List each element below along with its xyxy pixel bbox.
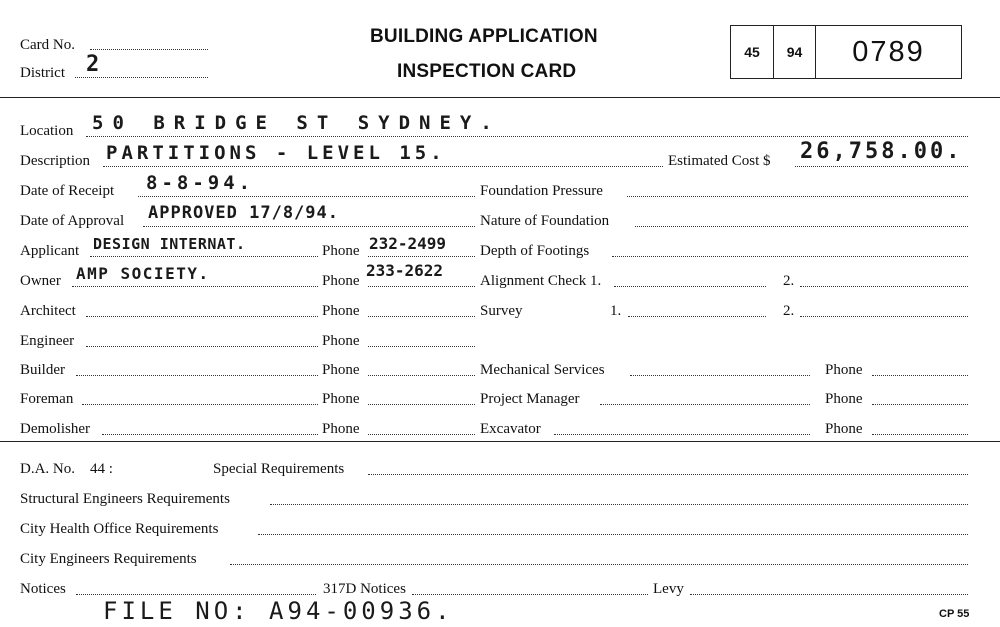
survey-1-label: 1. — [610, 303, 622, 319]
nature-foundation-line — [635, 226, 968, 227]
project-manager-label: Project Manager — [480, 391, 580, 407]
depth-footings-label: Depth of Footings — [480, 243, 590, 259]
applicant-phone-line — [368, 256, 475, 257]
demolisher-label: Demolisher — [20, 421, 90, 437]
date-approval-label: Date of Approval — [20, 213, 125, 229]
applicant-phone-label: Phone — [322, 243, 360, 259]
district-label: District — [20, 65, 65, 81]
health-line — [258, 534, 968, 535]
alignment-2-label: 2. — [783, 273, 795, 289]
architect-label: Architect — [20, 303, 76, 319]
builder-label: Builder — [20, 362, 65, 378]
alignment-1-line — [614, 286, 766, 287]
title-line1: BUILDING APPLICATION — [370, 26, 598, 47]
foreman-phone-line — [368, 404, 475, 405]
alignment-2-line — [800, 286, 968, 287]
estimated-cost-line — [795, 166, 968, 167]
form-code: CP 55 — [939, 608, 970, 620]
description-line — [103, 166, 663, 167]
estimated-cost-value: 26,758.00. — [800, 139, 963, 164]
header-divider — [0, 97, 1000, 98]
foundation-pressure-label: Foundation Pressure — [480, 183, 603, 199]
ref-number: 0789 — [852, 35, 925, 68]
card-no-line — [90, 49, 208, 50]
title-line2: INSPECTION CARD — [397, 61, 577, 82]
ref-number-box — [815, 25, 962, 79]
owner-phone-label: Phone — [322, 273, 360, 289]
architect-phone-line — [368, 316, 475, 317]
excavator-phone-line — [872, 434, 968, 435]
levy-line — [690, 594, 968, 595]
location-value: 50 BRIDGE ST SYDNEY. — [92, 112, 501, 134]
owner-phone-value: 233-2622 — [366, 261, 444, 280]
card-no-label: Card No. — [20, 37, 75, 53]
date-approval-line — [143, 226, 475, 227]
location-line — [86, 136, 968, 137]
file-no-handwritten: FILE NO: A94-00936. — [103, 597, 454, 625]
demolisher-phone-line — [368, 434, 475, 435]
architect-line — [86, 316, 318, 317]
depth-footings-line — [612, 256, 968, 257]
date-receipt-value: 8-8-94. — [146, 172, 255, 194]
da-no-value: 44 : — [90, 461, 113, 477]
owner-line — [72, 286, 318, 287]
estimated-cost-label: Estimated Cost $ — [668, 153, 771, 169]
notices-317d-label: 317D Notices — [323, 581, 406, 597]
engineer-label: Engineer — [20, 333, 75, 349]
architect-phone-label: Phone — [322, 303, 360, 319]
notices-line — [76, 594, 316, 595]
foundation-pressure-line — [627, 196, 968, 197]
description-value: PARTITIONS - LEVEL 15. — [106, 142, 446, 164]
nature-foundation-label: Nature of Foundation — [480, 213, 610, 229]
date-receipt-label: Date of Receipt — [20, 183, 115, 199]
project-manager-line — [600, 404, 810, 405]
special-requirements-line — [368, 474, 968, 475]
excavator-phone-label: Phone — [825, 421, 863, 437]
applicant-line — [90, 256, 318, 257]
special-requirements-label: Special Requirements — [213, 461, 345, 477]
engineer-phone-line — [368, 346, 475, 347]
district-line — [75, 77, 208, 78]
structural-label: Structural Engineers Requirements — [20, 491, 230, 507]
foreman-label: Foreman — [20, 391, 74, 407]
ref-year-b-box — [773, 25, 816, 79]
survey-1-line — [628, 316, 766, 317]
owner-phone-line — [368, 286, 475, 287]
excavator-line — [554, 434, 810, 435]
ref-year-b: 94 — [786, 44, 803, 60]
project-manager-phone-label: Phone — [825, 391, 863, 407]
section-divider — [0, 441, 1000, 442]
date-approval-value: APPROVED 17/8/94. — [148, 203, 339, 223]
location-label: Location — [20, 123, 74, 139]
excavator-label: Excavator — [480, 421, 541, 437]
notices-label: Notices — [20, 581, 66, 597]
alignment-check-label: Alignment Check 1. — [480, 273, 602, 289]
builder-phone-line — [368, 375, 475, 376]
engineer-phone-label: Phone — [322, 333, 360, 349]
survey-2-line — [800, 316, 968, 317]
ref-year-a: 45 — [744, 44, 760, 60]
city-engineers-line — [230, 564, 968, 565]
health-label: City Health Office Requirements — [20, 521, 219, 537]
mechanical-line — [630, 375, 810, 376]
demolisher-phone-label: Phone — [322, 421, 360, 437]
district-value: 2 — [86, 52, 102, 77]
survey-2-label: 2. — [783, 303, 795, 319]
levy-label: Levy — [653, 581, 684, 597]
foreman-line — [82, 404, 318, 405]
mechanical-label: Mechanical Services — [480, 362, 605, 378]
builder-line — [76, 375, 318, 376]
date-receipt-line — [138, 196, 475, 197]
foreman-phone-label: Phone — [322, 391, 360, 407]
da-no-label: D.A. No. — [20, 461, 75, 477]
structural-line — [270, 504, 968, 505]
ref-year-a-box — [730, 25, 774, 79]
owner-value: AMP SOCIETY. — [76, 264, 210, 283]
notices-317d-line — [412, 594, 648, 595]
applicant-phone-value: 232-2499 — [369, 234, 447, 253]
mechanical-phone-label: Phone — [825, 362, 863, 378]
description-label: Description — [20, 153, 90, 169]
applicant-value: DESIGN INTERNAT. — [93, 235, 246, 253]
city-engineers-label: City Engineers Requirements — [20, 551, 197, 567]
mechanical-phone-line — [872, 375, 968, 376]
builder-phone-label: Phone — [322, 362, 360, 378]
demolisher-line — [102, 434, 318, 435]
owner-label: Owner — [20, 273, 61, 289]
survey-label: Survey — [480, 303, 523, 319]
applicant-label: Applicant — [20, 243, 80, 259]
engineer-line — [86, 346, 318, 347]
project-manager-phone-line — [872, 404, 968, 405]
